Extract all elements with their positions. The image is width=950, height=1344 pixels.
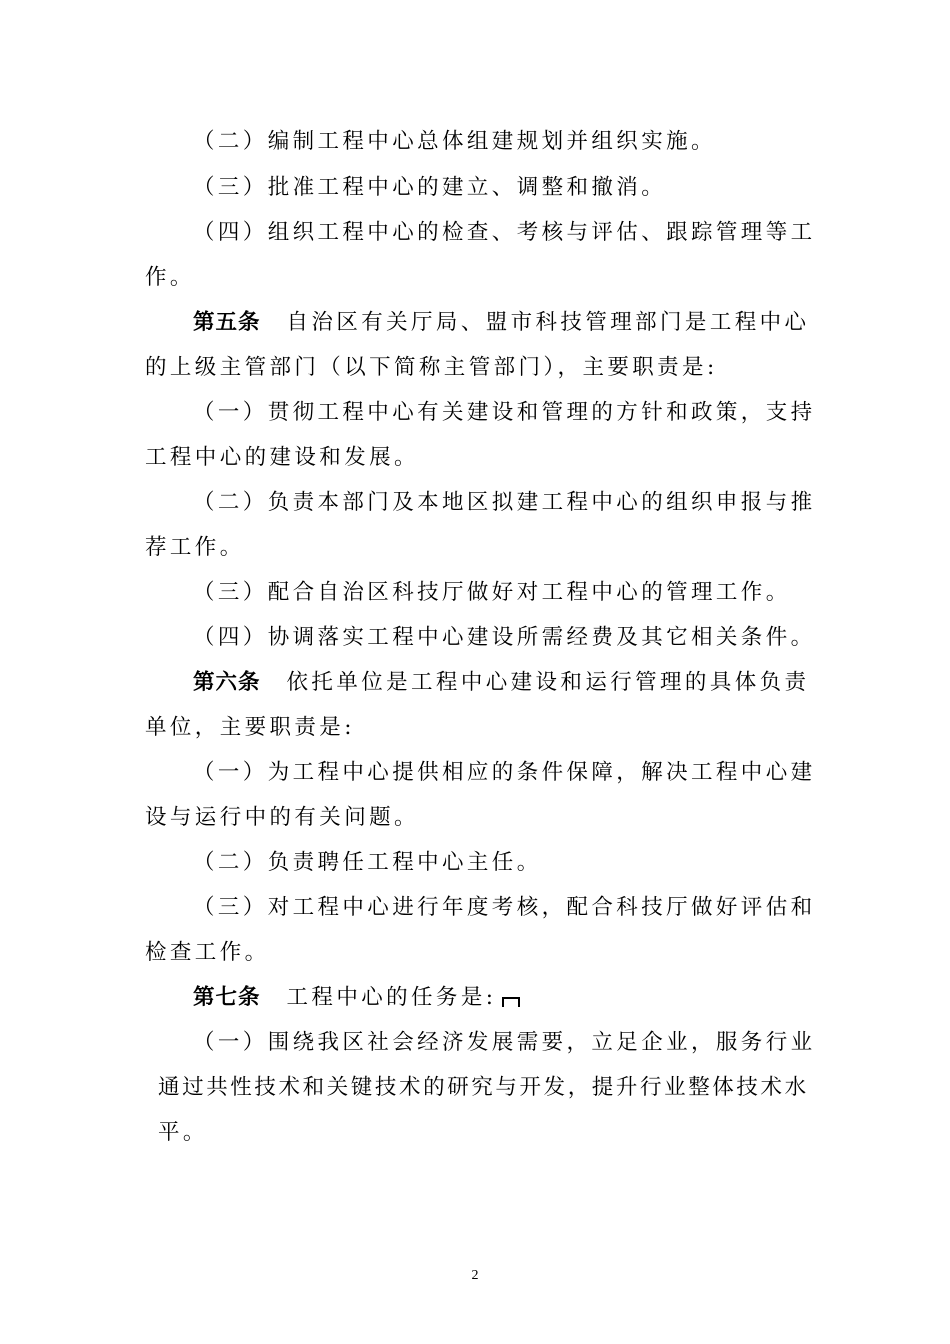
article-5-line [193, 308, 873, 338]
page-number: 2 [471, 1268, 479, 1283]
article-text: 自治区有关厅局、盟市科技管理部门是工程中心 [286, 310, 810, 335]
article-7-line [193, 983, 873, 1013]
paragraph-line: （三）批准工程中心的建立、调整和撤消。 [193, 175, 667, 200]
paragraph-line: 设与运行中的有关问题。 [145, 805, 419, 830]
paragraph-line: （三）配合自治区科技厅做好对工程中心的管理工作。 [193, 580, 791, 605]
paragraph-line: （二）编制工程中心总体组建规划并组织实施。 [193, 129, 716, 154]
article-6-line [193, 668, 873, 698]
paragraph-line: 平。 [158, 1120, 208, 1145]
article-text: 依托单位是工程中心建设和运行管理的具体负责 [286, 670, 810, 695]
paragraph-line: 通过共性技术和关键技术的研究与开发，提升行业整体技术水 [158, 1075, 809, 1100]
paragraph-line: 单位，主要职责是: [145, 715, 355, 740]
paragraph-line: （三）对工程中心进行年度考核，配合科技厅做好评估和 [193, 895, 816, 920]
paragraph-line: （四）协调落实工程中心建设所需经费及其它相关条件。 [193, 625, 816, 650]
paragraph-line: 的上级主管部门（以下简称主管部门），主要职责是: [145, 355, 718, 380]
paragraph-line: 工程中心的建设和发展。 [145, 445, 419, 470]
paragraph-line: （二）负责聘任工程中心主任。 [193, 850, 542, 875]
article-label: 第五条 [193, 310, 261, 335]
paragraph-line: 作。 [145, 265, 195, 290]
article-label: 第七条 [193, 985, 261, 1010]
paragraph-line: （一）贯彻工程中心有关建设和管理的方针和政策，支持 [193, 400, 816, 425]
article-label: 第六条 [193, 670, 261, 695]
paragraph-line: （四）组织工程中心的检查、考核与评估、跟踪管理等工 [193, 220, 816, 245]
paragraph-line: （一）围绕我区社会经济发展需要，立足企业，服务行业 [193, 1030, 816, 1055]
paragraph-line: 检查工作。 [145, 940, 270, 965]
paragraph-line: 荐工作。 [145, 535, 245, 560]
paragraph-line: （一）为工程中心提供相应的条件保障，解决工程中心建 [193, 760, 816, 785]
article-text: 工程中心的任务是: [286, 985, 497, 1010]
paragraph-line: （二）负责本部门及本地区拟建工程中心的组织申报与推 [193, 490, 816, 515]
cursor-mark-icon [502, 997, 520, 1007]
